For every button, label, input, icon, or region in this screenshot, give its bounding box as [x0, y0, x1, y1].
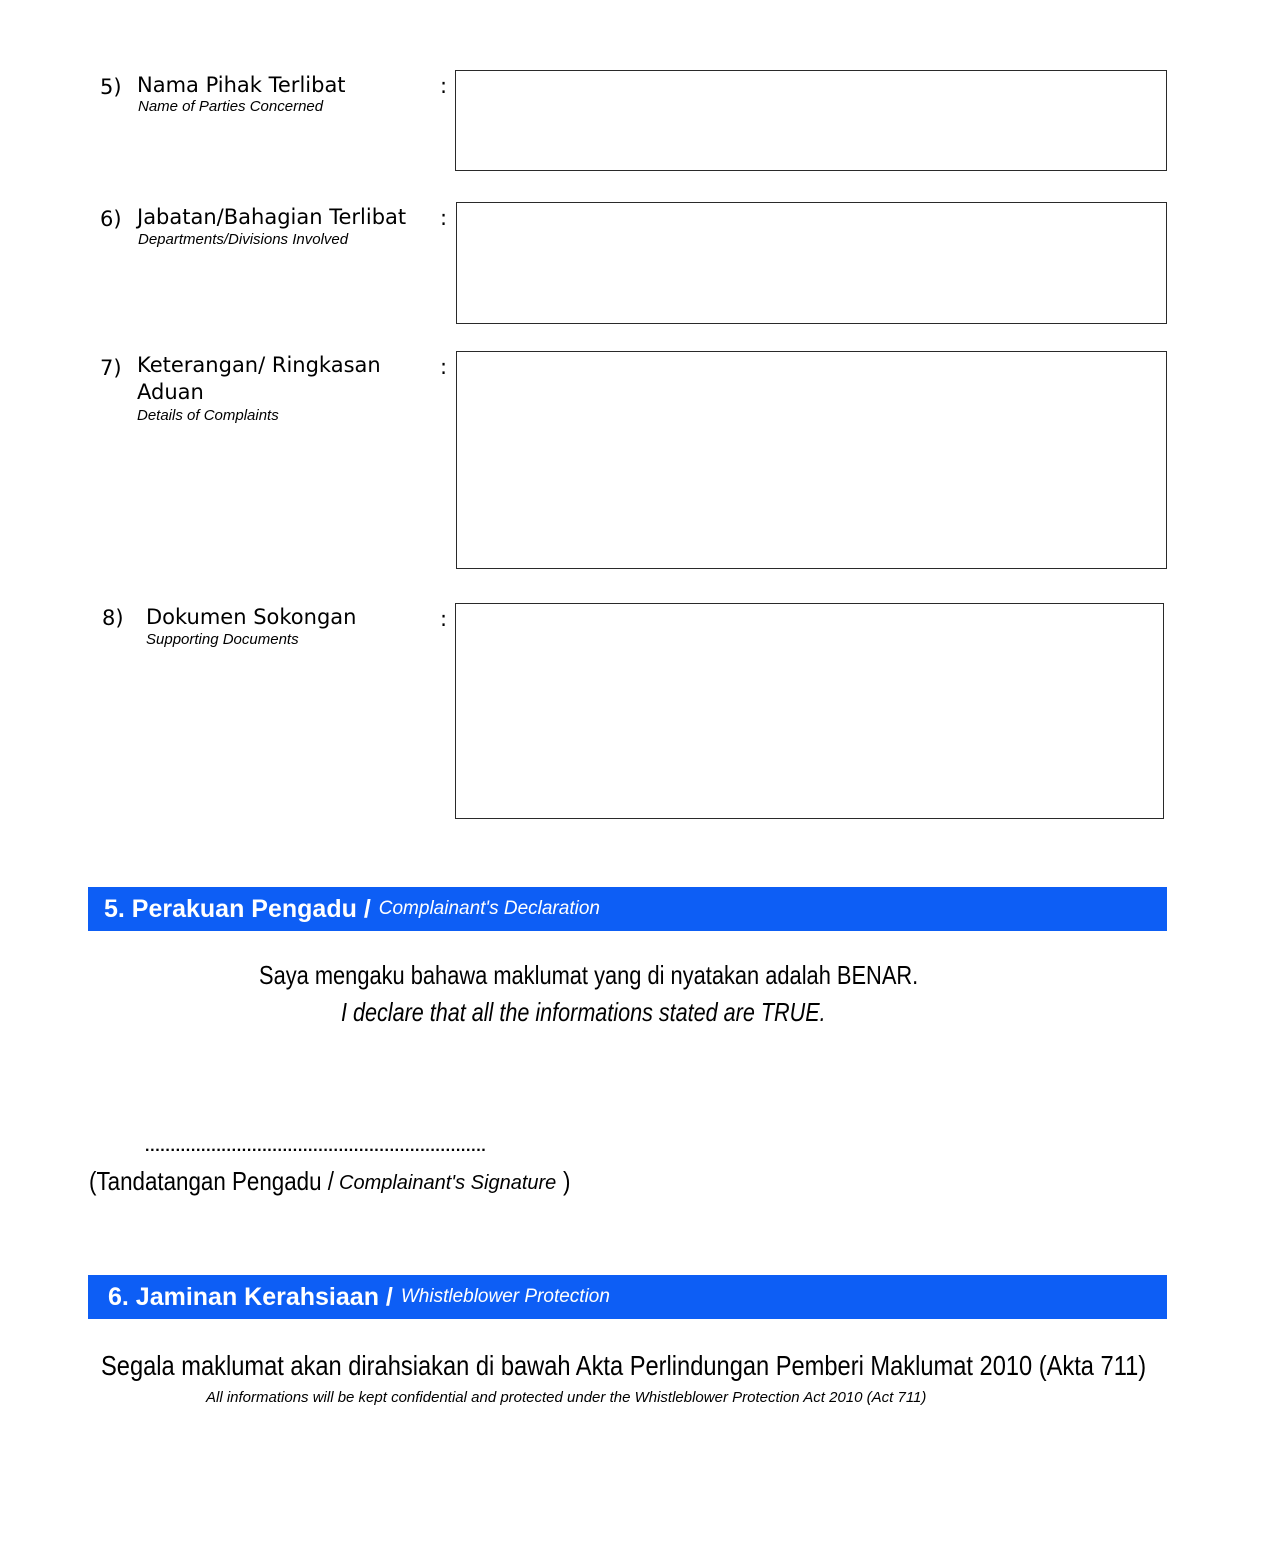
supporting-documents-input[interactable]	[455, 603, 1164, 819]
signature-caption	[89, 1166, 374, 1197]
signature-close-paren: )	[563, 1166, 571, 1196]
field-colon: :	[440, 355, 448, 379]
field-label-en: Details of Complaints	[137, 407, 279, 424]
declaration-statement-ms: Saya mengaku bahawa maklumat yang di nyatakan adalah BENAR.	[259, 960, 919, 990]
signature-caption-ms	[89, 1166, 334, 1197]
field-label-en: Name of Parties Concerned	[138, 98, 324, 115]
field-label-ms: Dokumen Sokongan	[146, 605, 357, 629]
signature-label-ms: Tandatangan Pengadu /	[96, 1166, 334, 1196]
field-number: 7)	[100, 356, 122, 380]
departments-involved-input[interactable]	[456, 202, 1167, 324]
complaint-details-input[interactable]	[456, 351, 1167, 569]
whistleblower-statement-en: All informations will be kept confidential and protected under the Whistleblower Protection Act 2010 (Act 711)	[206, 1389, 927, 1406]
field-label-ms: Nama Pihak Terlibat	[137, 73, 346, 97]
field-colon: :	[440, 607, 448, 631]
field-number: 5)	[100, 75, 122, 99]
field-colon: :	[440, 206, 448, 230]
section-title-ms: 6. Jaminan Kerahsiaan /	[108, 1282, 393, 1311]
field-label-en: Departments/Divisions Involved	[138, 231, 349, 248]
parties-concerned-input[interactable]	[455, 70, 1167, 171]
section-header-whistleblower	[88, 1275, 1167, 1319]
section-title-en: Complainant's Declaration	[378, 898, 600, 919]
whistleblower-statement-ms: Segala maklumat akan dirahsiakan di bawah Akta Perlindungan Pemberi Maklumat 2010 (Akta 711)	[101, 1350, 1147, 1381]
field-label-ms: Jabatan/Bahagian Terlibat	[137, 205, 407, 229]
signature-label-en: Complainant's Signature	[339, 1172, 557, 1194]
field-label-ms-line1: Keterangan/ Ringkasan	[137, 353, 381, 377]
field-colon: :	[440, 74, 448, 98]
section-header-declaration	[88, 887, 1167, 931]
field-label-ms-line2: Aduan	[137, 380, 204, 404]
field-label-en: Supporting Documents	[146, 631, 299, 648]
signature-line[interactable]: ...................................................................	[145, 1138, 487, 1155]
section-title-ms: 5. Perakuan Pengadu /	[104, 894, 371, 923]
field-number: 6)	[100, 207, 122, 231]
section-title-en: Whistleblower Protection	[400, 1286, 610, 1307]
field-number: 8)	[102, 606, 124, 630]
declaration-statement-en: I declare that all the informations stated are TRUE.	[341, 997, 826, 1027]
signature-open-paren: (	[89, 1166, 97, 1196]
